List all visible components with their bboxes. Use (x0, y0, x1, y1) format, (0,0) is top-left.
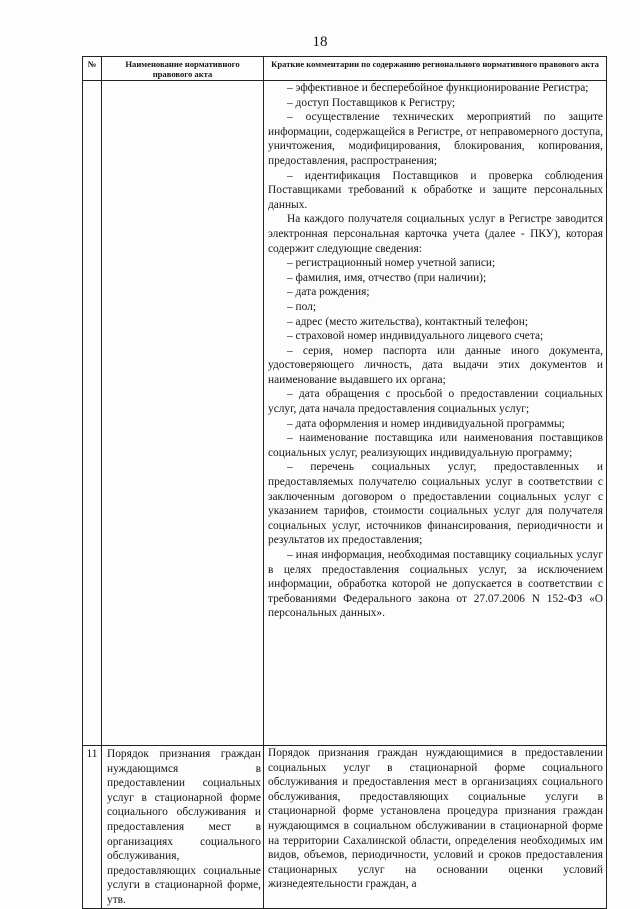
list-item: – дата оформления и номер индивидуальной программы; (287, 417, 565, 430)
list-item: – доступ Поставщиков к Регистру; (287, 96, 456, 109)
list-item: – адрес (место жительства), контактный телефон; (287, 315, 529, 328)
row-number-cell: 11 (83, 746, 102, 909)
act-comment-cell (264, 746, 607, 909)
list-item: – дата рождения; (287, 286, 370, 299)
list-item: – перечень социальных услуг, предоставленных и предоставляемых получателю социальных услуг в соответствии с заключенным договором о предоставлении социальных услуг с указанием тарифов, стоимости социальных услуг для получателя социальных услуг, источников финансирования, периодичности и результатов их предоставления; (268, 461, 603, 547)
act-name-cell (102, 746, 264, 909)
header-number: № (83, 57, 102, 81)
page-number: 18 (312, 34, 328, 50)
list-item: – иная информация, необходимая поставщику социальных услуг в целях предоставления социальных услуг, за исключением информации, обработка которой не допускается в соответствии с требованиями Федерального закона от 27.07.2006 N 152-ФЗ «О персональных данных». (268, 549, 603, 620)
header-comment: Краткие комментарии по содержанию регионального нормативного правового акта (264, 57, 607, 81)
header-name: Наименование нормативного правового акта (102, 57, 264, 81)
normative-acts-table (82, 56, 607, 909)
table-row-continuation (83, 81, 607, 746)
continuation-name-cell (102, 81, 264, 746)
list-item: – осуществление технических мероприятий по защите информации, содержащейся в Регистре, от неправомерного доступа, уничтожения, модифицирования, блокирования, копирования, предоставления, распространения; (268, 111, 603, 167)
list-item: – страховой номер индивидуального лицевого счета; (287, 330, 544, 343)
list-item: – дата обращения с просьбой о предоставлении социальных услуг, дата начала предоставления социальных услуг; (268, 388, 603, 416)
list-item: – наименование поставщика или наименования поставщиков социальных услуг, реализующих индивидуальную программу; (268, 432, 603, 459)
paragraph: На каждого получателя социальных услуг в Регистре заводится электронная персональная карточка учета (далее - ПКУ), которая содержит следующие сведения: (268, 213, 603, 255)
continuation-comment-cell (264, 81, 607, 746)
continuation-number-cell (83, 81, 102, 746)
list-item: – эффективное и бесперебойное функционирование Регистра; (287, 82, 589, 94)
list-item: – серия, номер паспорта или данные иного документа, удостоверяющего личность, дата выдачи этих документов и наименование выдавшего их органа; (268, 344, 603, 386)
table-row-11 (83, 746, 607, 909)
act-comment-text: Порядок признания граждан нуждающимися в предоставлении социальных услуг в стационарной форме социального обслуживания и предоставления мест в организациях социального обслуживания, предоставляющих социальные услуги в стационарной форме установлена процедура признания граждан нуждающимся в социальном обслуживании в стационарной форме на территории Сахалинской области, определения необходимых им видов, объемов, периодичности, условий и сроков предоставления стационарных услуг на основании оценки условий жизнедеятельности граждан, а (268, 747, 603, 891)
list-item: – идентификация Поставщиков и проверка соблюдения Поставщиками требований к обработке и защите персональных данных. (268, 169, 603, 211)
list-item: – пол; (287, 300, 317, 313)
table-header-row (83, 57, 607, 81)
list-item: – регистрационный номер учетной записи; (287, 257, 496, 270)
act-name-text: Порядок признания граждан нуждающимся в предоставлении социальных услуг в стационарной форме социального обслуживания и предоставления мест в организациях социального обслуживания, предоставляющих социальные услуги в стационарной форме, утв. (107, 748, 261, 906)
list-item: – фамилия, имя, отчество (при наличии); (287, 271, 487, 284)
